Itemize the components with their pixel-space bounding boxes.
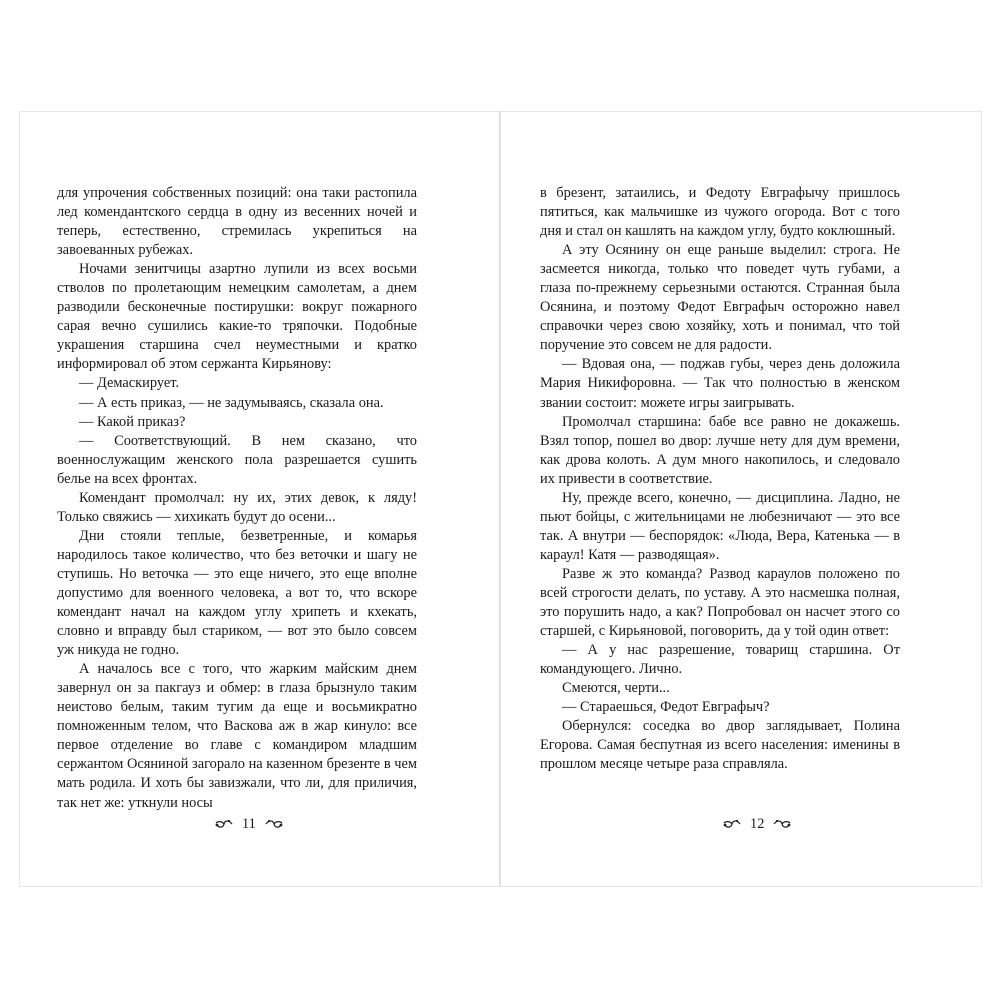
paragraph: Обернулся: соседка во двор заглядывает, Полина Егорова. Самая беспутная из всего населения: именины в прошлом месяце четыре раза справляла. [540,718,900,773]
paragraph: для упрочения собственных позиций: она таки растопила лед комендантского сердца в одну из весенних ночей и теперь, естественно, стремилась укрепиться на завоеванных рубежах. [57,185,417,259]
left-page-folio [214,813,284,835]
paragraph: — Стараешься, Федот Евграфыч? [562,699,770,716]
floral-vignette-icon [772,817,792,831]
paragraph: Разве ж это команда? Развод караулов положено по всей строгости делать, по уставу. А это насмешка полная, это порушить надо, а как? Попробовал он насчет этого со старшей, с Кирьяновой, поговорить, да у той один ответ: [540,565,900,640]
paragraph: — А у нас разрешение, товарищ старшина. От командующего. Лично. [540,642,900,678]
left-page-text [57,184,417,813]
paragraph: Промолчал старшина: бабе все равно не докажешь. Взял топор, пошел во двор: лучше нету для дум времени, как дрова колоть. А дум много накопилось, и следовало их привести в соответствие. [540,413,900,487]
paragraph: — Демаскирует. [79,375,180,392]
paragraph: А началось все с того, что жарким майским днем завернул он за пакгауз и обмер: в глаза брызнуло таким неистово белым, таким тугим да еще и восьмикратно помноженным телом, что Васкова аж в жар кинуло: все первое отделение во главе с командиром младшим сержантом Осяниной загорало на казенном брезенте в чем мать родила. И хоть бы завизжали, что ли, для приличия, так нет же: уткнули носы [57,661,417,811]
right-page-folio [722,813,792,835]
paragraph: А эту Осянину он еще раньше выделил: строга. Не засмеется никогда, только что поведет чуть губами, а глаза по-прежнему серьезными остаются. Странная была Осянина, и поэтому Федот Евграфыч осторожно навел справочки через свою хозяйку, хоть и понимал, что той поручение это совсем не для радости. [540,242,900,354]
floral-vignette-icon [264,817,284,831]
floral-vignette-icon [214,817,234,831]
paragraph: — Вдовая она, — поджав губы, через день доложила Мария Никифоровна. — Так что полностью в женском звании состоит: можете игры заигрывать. [540,356,900,411]
floral-vignette-icon [722,817,742,831]
paragraph: Комендант промолчал: ну их, этих девок, к ляду! Только свяжись — хихикать будут до осени... [57,489,417,525]
paragraph: — Соответствующий. В нем сказано, что военнослужащим женского пола разрешается сушить белье на всех фронтах. [57,432,417,487]
paragraph: — Какой приказ? [79,413,186,430]
paragraph: Дни стояли теплые, безветренные, и комарья народилось такое количество, что без веточки и шагу не ступишь. Но веточка — это еще ничего, это еще вполне допустимо для военного человека, а вот то, что вскоре комендант начал на каждом углу хрипеть и кхекать, словно и вправду был стариком, — вот это было совсем уж никуда не годно. [57,527,417,659]
paragraph: Ночами зенитчицы азартно лупили из всех восьми стволов по пролетающим немецким самолетам, а днем разводили бесконечные постирушки: вокруг пожарного сарая вечно сушились какие-то тряпочки. Подобные украшения старшина счел неуместными и кратко информировал об этом сержанта Кирьянову: [57,261,417,373]
paragraph: Смеются, черти... [562,680,670,697]
page-number: 12 [750,815,765,832]
paragraph: Ну, прежде всего, конечно, — дисциплина. Ладно, не пьют бойцы, с жительницами не любезничают — это все так. А внутри — беспорядок: «Люда, Вера, Катенька — в караул! Катя — разводящая». [540,489,900,563]
paragraph: в брезент, затаились, и Федоту Евграфычу пришлось пятиться, как мальчишке из чужого огорода. Вот с того дня и стал он кашлять на каждом углу, будто коклюшный. [540,185,900,240]
right-page-text [540,184,900,774]
page-number: 11 [242,815,256,832]
gutter [499,111,500,887]
paragraph: — А есть приказ, — не задумываясь, сказала она. [79,394,384,411]
